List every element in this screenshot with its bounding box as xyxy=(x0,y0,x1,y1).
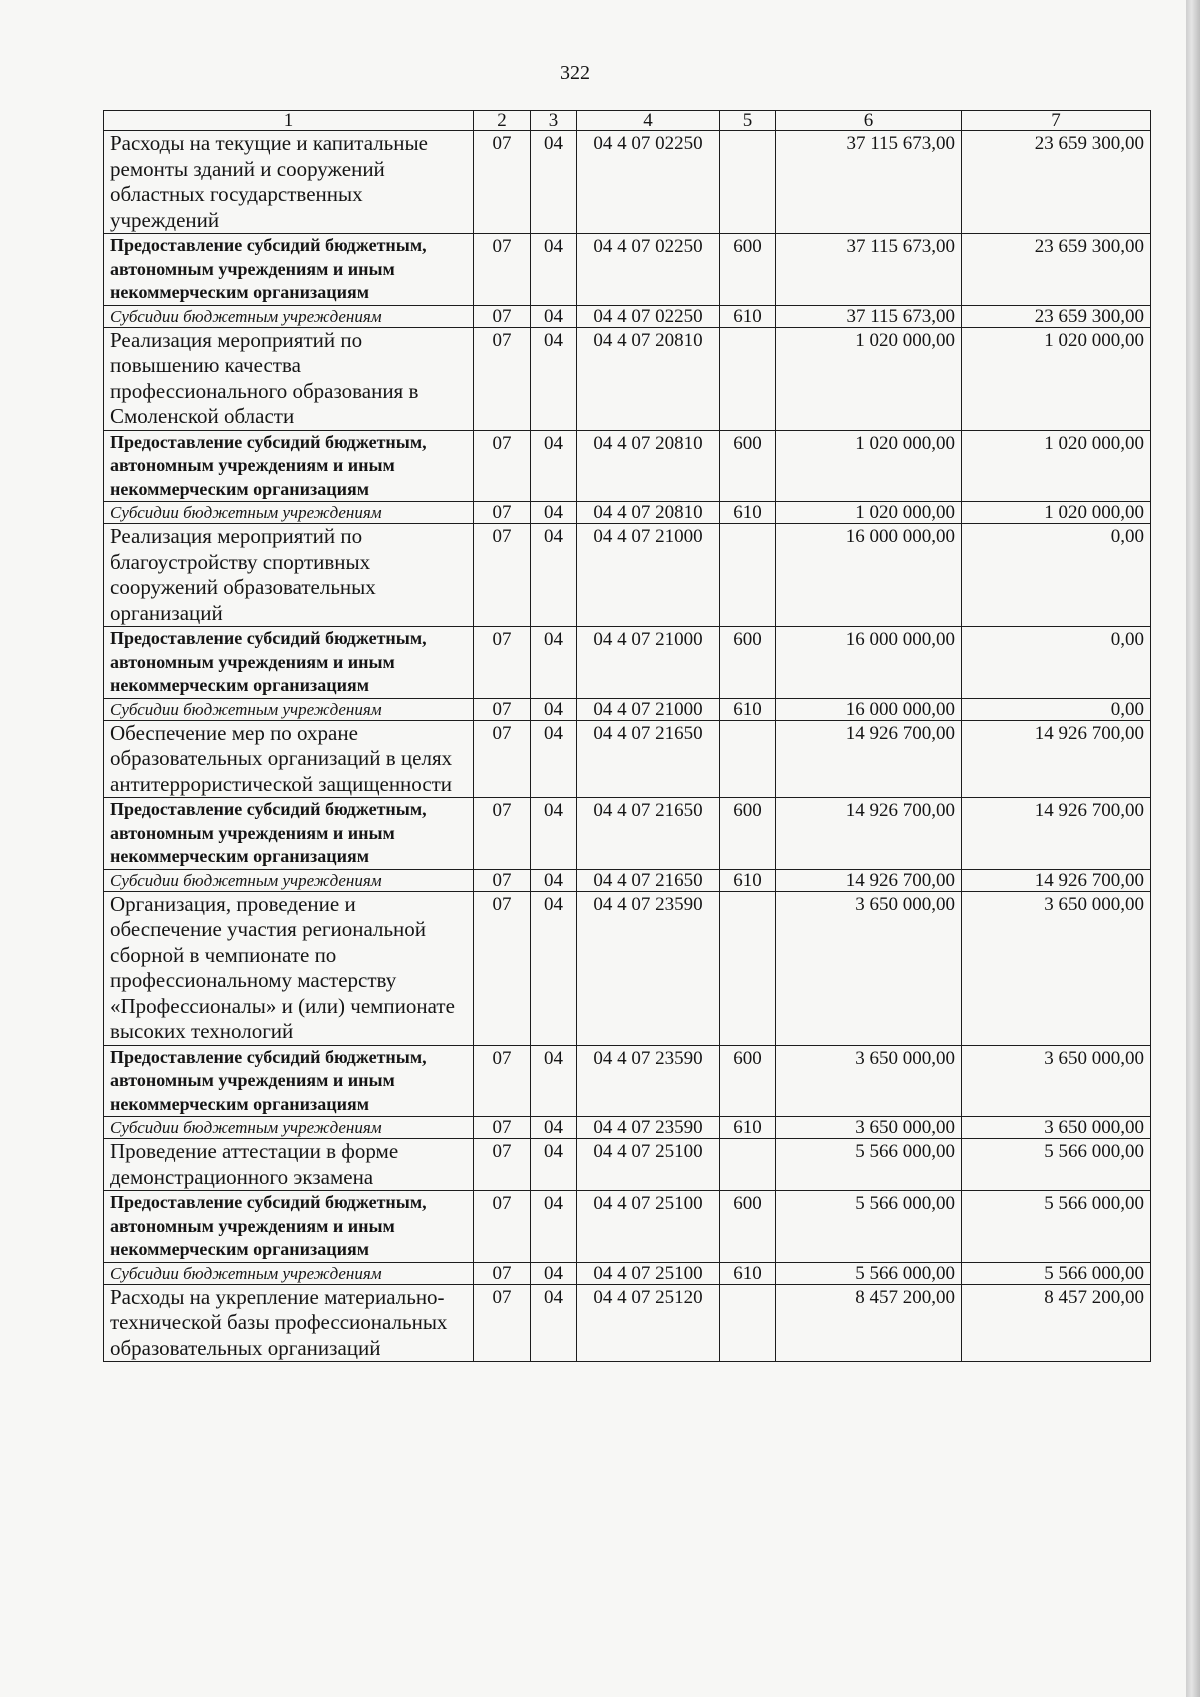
amount-year1-cell: 1 020 000,00 xyxy=(776,430,962,502)
amount-year1-cell: 5 566 000,00 xyxy=(776,1262,962,1284)
target-article-cell: 04 4 07 21650 xyxy=(577,869,720,891)
amount-year2-cell: 3 650 000,00 xyxy=(962,891,1151,1045)
section-cell: 07 xyxy=(474,524,531,627)
expense-type-cell xyxy=(720,891,776,1045)
target-article-cell: 04 4 07 25100 xyxy=(577,1191,720,1263)
expense-type-cell xyxy=(720,131,776,234)
column-header-1: 1 xyxy=(104,111,474,131)
amount-year2-cell: 5 566 000,00 xyxy=(962,1262,1151,1284)
target-article-cell: 04 4 07 02250 xyxy=(577,305,720,327)
section-cell: 07 xyxy=(474,698,531,720)
subsection-cell: 04 xyxy=(531,131,577,234)
section-cell: 07 xyxy=(474,1045,531,1117)
target-article-cell: 04 4 07 23590 xyxy=(577,891,720,1045)
subsection-cell: 04 xyxy=(531,798,577,870)
description-cell: Предоставление субсидий бюджетным, автономным учреждениям и иным некоммерческим организациям xyxy=(104,1191,474,1263)
section-cell: 07 xyxy=(474,327,531,430)
subsection-cell: 04 xyxy=(531,869,577,891)
amount-year2-cell: 23 659 300,00 xyxy=(962,234,1151,306)
description-cell: Субсидии бюджетным учреждениям xyxy=(104,869,474,891)
description-cell: Расходы на текущие и капитальные ремонты зданий и сооружений областных государственных учреждений xyxy=(104,131,474,234)
amount-year2-cell: 14 926 700,00 xyxy=(962,720,1151,798)
amount-year2-cell: 8 457 200,00 xyxy=(962,1284,1151,1362)
amount-year1-cell: 16 000 000,00 xyxy=(776,627,962,699)
table-row xyxy=(104,1262,1151,1284)
table-row xyxy=(104,502,1151,524)
amount-year2-cell: 1 020 000,00 xyxy=(962,327,1151,430)
section-cell: 07 xyxy=(474,891,531,1045)
subsection-cell: 04 xyxy=(531,430,577,502)
amount-year1-cell: 3 650 000,00 xyxy=(776,1117,962,1139)
amount-year1-cell: 3 650 000,00 xyxy=(776,1045,962,1117)
subsection-cell: 04 xyxy=(531,627,577,699)
section-cell: 07 xyxy=(474,869,531,891)
expense-type-cell: 600 xyxy=(720,798,776,870)
table-row xyxy=(104,798,1151,870)
description-cell: Предоставление субсидий бюджетным, автономным учреждениям и иным некоммерческим организациям xyxy=(104,1045,474,1117)
target-article-cell: 04 4 07 21000 xyxy=(577,524,720,627)
section-cell: 07 xyxy=(474,305,531,327)
target-article-cell: 04 4 07 21000 xyxy=(577,698,720,720)
amount-year1-cell: 5 566 000,00 xyxy=(776,1191,962,1263)
target-article-cell: 04 4 07 23590 xyxy=(577,1045,720,1117)
amount-year2-cell: 5 566 000,00 xyxy=(962,1139,1151,1191)
table-row xyxy=(104,891,1151,1045)
table-row xyxy=(104,234,1151,306)
subsection-cell: 04 xyxy=(531,305,577,327)
table-row xyxy=(104,524,1151,627)
target-article-cell: 04 4 07 20810 xyxy=(577,327,720,430)
description-cell: Предоставление субсидий бюджетным, автономным учреждениям и иным некоммерческим организациям xyxy=(104,234,474,306)
subsection-cell: 04 xyxy=(531,891,577,1045)
subsection-cell: 04 xyxy=(531,327,577,430)
amount-year1-cell: 1 020 000,00 xyxy=(776,502,962,524)
section-cell: 07 xyxy=(474,131,531,234)
column-header-3: 3 xyxy=(531,111,577,131)
amount-year1-cell: 8 457 200,00 xyxy=(776,1284,962,1362)
amount-year1-cell: 16 000 000,00 xyxy=(776,698,962,720)
description-cell: Организация, проведение и обеспечение участия региональной сборной в чемпионате по профессиональному мастерству «Профессионалы» и (или) чемпионате высоких технологий xyxy=(104,891,474,1045)
section-cell: 07 xyxy=(474,1117,531,1139)
table-row xyxy=(104,1139,1151,1191)
section-cell: 07 xyxy=(474,627,531,699)
subsection-cell: 04 xyxy=(531,1045,577,1117)
target-article-cell: 04 4 07 02250 xyxy=(577,131,720,234)
column-header-6: 6 xyxy=(776,111,962,131)
target-article-cell: 04 4 07 25100 xyxy=(577,1262,720,1284)
column-header-5: 5 xyxy=(720,111,776,131)
description-cell: Реализация мероприятий по благоустройству спортивных сооружений образовательных организаций xyxy=(104,524,474,627)
table-row xyxy=(104,305,1151,327)
description-cell: Предоставление субсидий бюджетным, автономным учреждениям и иным некоммерческим организациям xyxy=(104,798,474,870)
section-cell: 07 xyxy=(474,720,531,798)
subsection-cell: 04 xyxy=(531,1117,577,1139)
amount-year1-cell: 37 115 673,00 xyxy=(776,305,962,327)
subsection-cell: 04 xyxy=(531,720,577,798)
amount-year1-cell: 37 115 673,00 xyxy=(776,131,962,234)
subsection-cell: 04 xyxy=(531,1191,577,1263)
amount-year2-cell: 3 650 000,00 xyxy=(962,1045,1151,1117)
description-cell: Субсидии бюджетным учреждениям xyxy=(104,502,474,524)
table-row xyxy=(104,1117,1151,1139)
amount-year2-cell: 3 650 000,00 xyxy=(962,1117,1151,1139)
expense-type-cell: 610 xyxy=(720,869,776,891)
target-article-cell: 04 4 07 21000 xyxy=(577,627,720,699)
column-header-2: 2 xyxy=(474,111,531,131)
expense-type-cell: 610 xyxy=(720,698,776,720)
target-article-cell: 04 4 07 25100 xyxy=(577,1139,720,1191)
expense-type-cell xyxy=(720,1139,776,1191)
target-article-cell: 04 4 07 02250 xyxy=(577,234,720,306)
target-article-cell: 04 4 07 23590 xyxy=(577,1117,720,1139)
column-header-4: 4 xyxy=(577,111,720,131)
amount-year2-cell: 14 926 700,00 xyxy=(962,798,1151,870)
table-row xyxy=(104,720,1151,798)
amount-year1-cell: 1 020 000,00 xyxy=(776,327,962,430)
table-row xyxy=(104,698,1151,720)
subsection-cell: 04 xyxy=(531,698,577,720)
expense-type-cell: 600 xyxy=(720,1191,776,1263)
amount-year1-cell: 14 926 700,00 xyxy=(776,798,962,870)
table-header-row xyxy=(104,111,1151,131)
subsection-cell: 04 xyxy=(531,234,577,306)
amount-year2-cell: 1 020 000,00 xyxy=(962,502,1151,524)
subsection-cell: 04 xyxy=(531,1284,577,1362)
expense-type-cell: 610 xyxy=(720,1117,776,1139)
description-cell: Субсидии бюджетным учреждениям xyxy=(104,1117,474,1139)
section-cell: 07 xyxy=(474,1139,531,1191)
amount-year1-cell: 5 566 000,00 xyxy=(776,1139,962,1191)
amount-year2-cell: 23 659 300,00 xyxy=(962,305,1151,327)
description-cell: Предоставление субсидий бюджетным, автономным учреждениям и иным некоммерческим организациям xyxy=(104,430,474,502)
expense-type-cell: 600 xyxy=(720,1045,776,1117)
expense-type-cell: 600 xyxy=(720,234,776,306)
expense-type-cell xyxy=(720,327,776,430)
description-cell: Проведение аттестации в форме демонстрационного экзамена xyxy=(104,1139,474,1191)
expense-type-cell: 610 xyxy=(720,502,776,524)
section-cell: 07 xyxy=(474,234,531,306)
section-cell: 07 xyxy=(474,1262,531,1284)
expense-type-cell: 610 xyxy=(720,1262,776,1284)
description-cell: Субсидии бюджетным учреждениям xyxy=(104,1262,474,1284)
description-cell: Расходы на укрепление материально-технической базы профессиональных образовательных организаций xyxy=(104,1284,474,1362)
table-body xyxy=(104,131,1151,1362)
expense-type-cell: 600 xyxy=(720,430,776,502)
expense-type-cell xyxy=(720,720,776,798)
amount-year2-cell: 5 566 000,00 xyxy=(962,1191,1151,1263)
subsection-cell: 04 xyxy=(531,1139,577,1191)
expense-type-cell xyxy=(720,1284,776,1362)
description-cell: Предоставление субсидий бюджетным, автономным учреждениям и иным некоммерческим организациям xyxy=(104,627,474,699)
section-cell: 07 xyxy=(474,502,531,524)
expense-type-cell xyxy=(720,524,776,627)
table-row xyxy=(104,627,1151,699)
amount-year2-cell: 14 926 700,00 xyxy=(962,869,1151,891)
amount-year2-cell: 0,00 xyxy=(962,524,1151,627)
amount-year2-cell: 23 659 300,00 xyxy=(962,131,1151,234)
scan-edge xyxy=(1186,0,1200,1697)
amount-year2-cell: 0,00 xyxy=(962,627,1151,699)
target-article-cell: 04 4 07 21650 xyxy=(577,798,720,870)
description-cell: Субсидии бюджетным учреждениям xyxy=(104,698,474,720)
table-row xyxy=(104,131,1151,234)
table-row xyxy=(104,1045,1151,1117)
amount-year1-cell: 14 926 700,00 xyxy=(776,869,962,891)
budget-table xyxy=(103,110,1151,1362)
target-article-cell: 04 4 07 20810 xyxy=(577,502,720,524)
table-row xyxy=(104,327,1151,430)
amount-year1-cell: 16 000 000,00 xyxy=(776,524,962,627)
amount-year1-cell: 14 926 700,00 xyxy=(776,720,962,798)
amount-year2-cell: 1 020 000,00 xyxy=(962,430,1151,502)
column-header-7: 7 xyxy=(962,111,1151,131)
description-cell: Субсидии бюджетным учреждениям xyxy=(104,305,474,327)
amount-year2-cell: 0,00 xyxy=(962,698,1151,720)
amount-year1-cell: 37 115 673,00 xyxy=(776,234,962,306)
section-cell: 07 xyxy=(474,1284,531,1362)
target-article-cell: 04 4 07 20810 xyxy=(577,430,720,502)
subsection-cell: 04 xyxy=(531,524,577,627)
subsection-cell: 04 xyxy=(531,1262,577,1284)
target-article-cell: 04 4 07 21650 xyxy=(577,720,720,798)
table-row xyxy=(104,1284,1151,1362)
expense-type-cell: 610 xyxy=(720,305,776,327)
amount-year1-cell: 3 650 000,00 xyxy=(776,891,962,1045)
target-article-cell: 04 4 07 25120 xyxy=(577,1284,720,1362)
section-cell: 07 xyxy=(474,798,531,870)
description-cell: Обеспечение мер по охране образовательных организаций в целях антитеррористической защищенности xyxy=(104,720,474,798)
subsection-cell: 04 xyxy=(531,502,577,524)
table-row xyxy=(104,1191,1151,1263)
section-cell: 07 xyxy=(474,1191,531,1263)
expense-type-cell: 600 xyxy=(720,627,776,699)
page-number: 322 xyxy=(560,62,590,84)
section-cell: 07 xyxy=(474,430,531,502)
table-row xyxy=(104,430,1151,502)
description-cell: Реализация мероприятий по повышению качества профессионального образования в Смоленской области xyxy=(104,327,474,430)
table-row xyxy=(104,869,1151,891)
